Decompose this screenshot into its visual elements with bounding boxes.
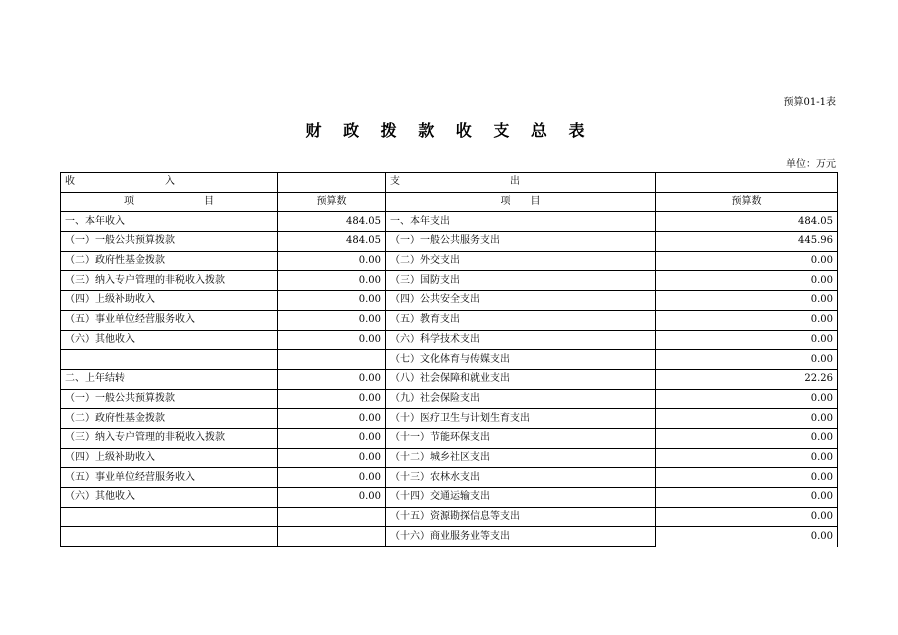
expense-budget-cell: 0.00 — [656, 271, 838, 291]
expense-budget-cell: 0.00 — [656, 350, 838, 370]
expense-budget-cell: 0.00 — [656, 389, 838, 409]
income-budget-cell: 484.05 — [278, 232, 386, 252]
income-budget-cell: 0.00 — [278, 291, 386, 311]
form-number: 预算01-1表 — [783, 97, 836, 108]
income-budget-cell: 0.00 — [278, 468, 386, 488]
income-budget-cell: 0.00 — [278, 330, 386, 350]
expense-item-cell: （二）外交支出 — [386, 251, 656, 271]
expense-item-cell: （十二）城乡社区支出 — [386, 448, 656, 468]
expense-item-cell: （十六）商业服务业等支出 — [386, 527, 656, 547]
income-budget-cell: 484.05 — [278, 212, 386, 232]
income-item-cell: 一、本年收入 — [61, 212, 278, 232]
expense-header-empty — [656, 173, 838, 193]
income-item-header — [61, 192, 278, 212]
table-row — [61, 350, 838, 370]
budget-table — [60, 172, 838, 547]
unit-label: 单位：万元 — [786, 159, 836, 170]
income-budget-cell: 0.00 — [278, 251, 386, 271]
income-budget-cell: 0.00 — [278, 448, 386, 468]
expense-item-cell: （十一）节能环保支出 — [386, 428, 656, 448]
income-item-cell: （二）政府性基金拨款 — [61, 251, 278, 271]
expense-item-cell: （四）公共安全支出 — [386, 291, 656, 311]
expense-item-cell: （九）社会保险支出 — [386, 389, 656, 409]
income-budget-cell: 0.00 — [278, 389, 386, 409]
income-item-cell: （四）上级补助收入 — [61, 448, 278, 468]
header-row-section — [61, 173, 838, 193]
income-item-cell: （三）纳入专户管理的非税收入拨款 — [61, 271, 278, 291]
expense-item-cell: （十）医疗卫生与计划生育支出 — [386, 409, 656, 429]
income-budget-cell: 0.00 — [278, 428, 386, 448]
income-item-cell: （五）事业单位经营服务收入 — [61, 468, 278, 488]
expense-header-right: 出 — [510, 176, 520, 188]
expense-budget-cell: 0.00 — [656, 251, 838, 271]
income-budget-cell: 0.00 — [278, 409, 386, 429]
expense-budget-cell: 0.00 — [656, 330, 838, 350]
income-item-cell — [61, 507, 278, 527]
table-row — [61, 448, 838, 468]
income-budget-cell — [278, 350, 386, 370]
income-item-cell: （五）事业单位经营服务收入 — [61, 310, 278, 330]
income-header-left: 收 — [65, 176, 75, 188]
page-title: 财 政 拨 款 收 支 总 表 — [305, 121, 593, 140]
income-item-cell: （六）其他收入 — [61, 488, 278, 508]
expense-budget-cell: 0.00 — [656, 527, 838, 547]
income-item-cell: （四）上级补助收入 — [61, 291, 278, 311]
table-row — [61, 291, 838, 311]
expense-budget-cell: 0.00 — [656, 428, 838, 448]
income-budget-cell: 0.00 — [278, 310, 386, 330]
expense-budget-cell: 22.26 — [656, 369, 838, 389]
income-item-cell: （一）一般公共预算拨款 — [61, 232, 278, 252]
income-budget-cell — [278, 527, 386, 547]
income-budget-cell: 0.00 — [278, 488, 386, 508]
expense-item-cell: （十四）交通运输支出 — [386, 488, 656, 508]
expense-item-cell: （七）文化体育与传媒支出 — [386, 350, 656, 370]
table-row — [61, 369, 838, 389]
table-row — [61, 428, 838, 448]
table-row — [61, 232, 838, 252]
income-item-cell: （六）其他收入 — [61, 330, 278, 350]
expense-item-cell: （六）科学技术支出 — [386, 330, 656, 350]
income-budget-cell — [278, 507, 386, 527]
income-item-cell: （三）纳入专户管理的非税收入拨款 — [61, 428, 278, 448]
income-budget-cell: 0.00 — [278, 271, 386, 291]
table-row — [61, 468, 838, 488]
expense-item-cell: （十五）资源勘探信息等支出 — [386, 507, 656, 527]
income-header-cell — [61, 173, 278, 193]
expense-budget-cell: 0.00 — [656, 507, 838, 527]
expense-budget-cell: 0.00 — [656, 291, 838, 311]
expense-budget-header: 预算数 — [656, 192, 838, 212]
expense-budget-cell: 0.00 — [656, 448, 838, 468]
expense-item-cell: 一、本年支出 — [386, 212, 656, 232]
expense-header-cell — [386, 173, 656, 193]
income-item-header-r: 目 — [204, 196, 214, 208]
income-item-cell — [61, 350, 278, 370]
expense-budget-cell: 0.00 — [656, 310, 838, 330]
income-item-cell — [61, 527, 278, 547]
income-item-cell: （一）一般公共预算拨款 — [61, 389, 278, 409]
expense-header-left: 支 — [390, 176, 400, 188]
expense-item-cell: （三）国防支出 — [386, 271, 656, 291]
income-header-empty — [278, 173, 386, 193]
table-row — [61, 310, 838, 330]
expense-budget-cell: 445.96 — [656, 232, 838, 252]
income-budget-header: 预算数 — [278, 192, 386, 212]
table-row — [61, 251, 838, 271]
expense-budget-cell: 484.05 — [656, 212, 838, 232]
expense-item-header: 项 目 — [386, 192, 656, 212]
expense-item-cell: （十三）农林水支出 — [386, 468, 656, 488]
table-row — [61, 212, 838, 232]
income-budget-cell: 0.00 — [278, 369, 386, 389]
expense-item-cell: （五）教育支出 — [386, 310, 656, 330]
income-item-header-l: 项 — [124, 196, 134, 208]
income-item-cell: （二）政府性基金拨款 — [61, 409, 278, 429]
table-row — [61, 507, 838, 527]
income-item-cell: 二、上年结转 — [61, 369, 278, 389]
expense-budget-cell: 0.00 — [656, 488, 838, 508]
expense-budget-cell: 0.00 — [656, 409, 838, 429]
table-body — [61, 173, 838, 547]
expense-item-cell: （一）一般公共服务支出 — [386, 232, 656, 252]
table-row — [61, 389, 838, 409]
table-row — [61, 488, 838, 508]
table-row — [61, 409, 838, 429]
table-row — [61, 271, 838, 291]
income-header-right: 入 — [165, 176, 175, 188]
table-row — [61, 527, 838, 547]
expense-item-cell: （八）社会保障和就业支出 — [386, 369, 656, 389]
header-row-columns — [61, 192, 838, 212]
expense-budget-cell: 0.00 — [656, 468, 838, 488]
table-row — [61, 330, 838, 350]
